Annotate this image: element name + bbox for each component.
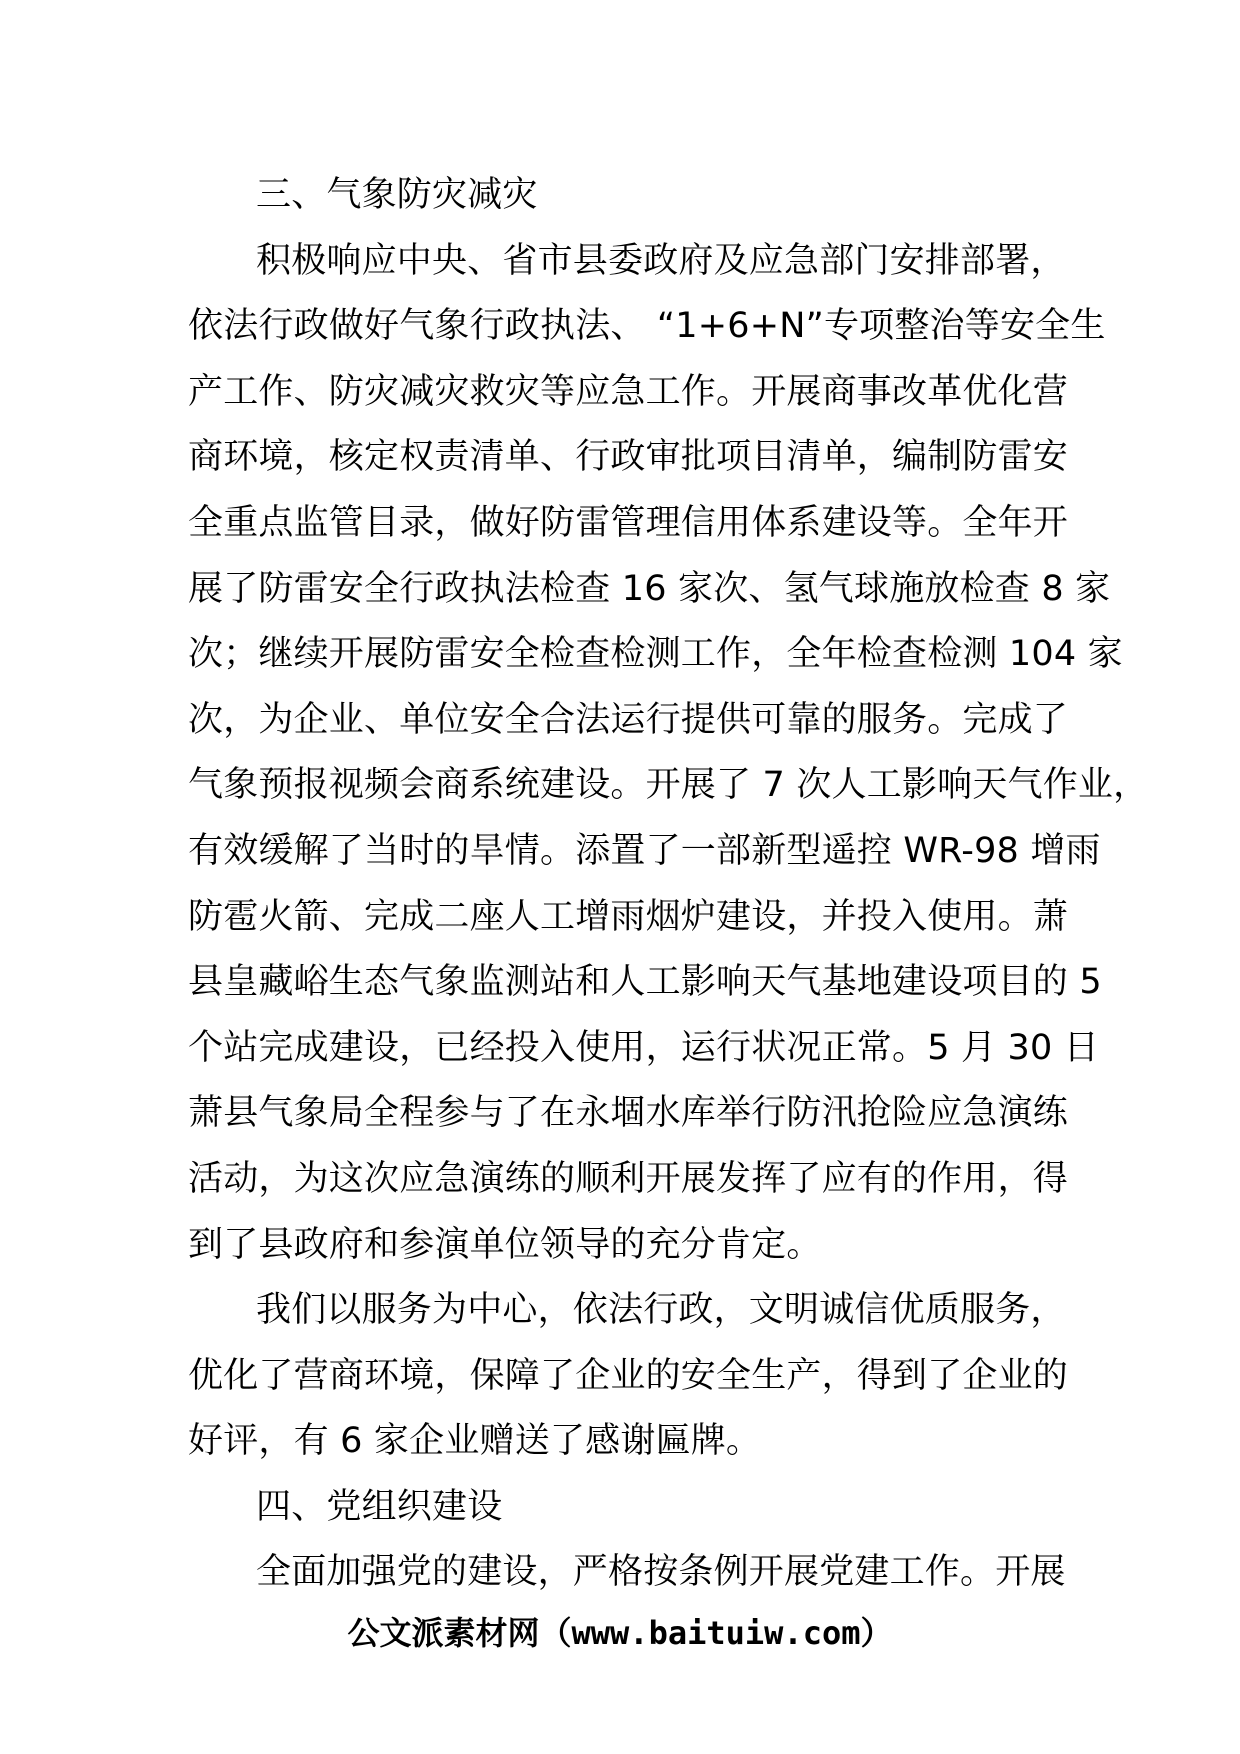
- paragraph-line: 优化了营商环境，保障了企业的安全生产，得到了企业的: [188, 1355, 1069, 1396]
- paragraph-line: 次；继续开展防雷安全检查检测工作，全年检查检测 104 家: [188, 634, 1123, 675]
- paragraph-line: 好评，有 6 家企业赠送了感谢匾牌。: [188, 1421, 762, 1462]
- footer-site-url: （www.baituiw.com）: [539, 1614, 893, 1652]
- paragraph-line: 县皇藏峪生态气象监测站和人工影响天气基地建设项目的 5: [188, 962, 1102, 1003]
- paragraph-line: 次，为企业、单位安全合法运行提供可靠的服务。完成了: [188, 699, 1069, 740]
- paragraph-line: 萧县气象局全程参与了在永堌水库举行防汛抢险应急演练: [188, 1093, 1069, 1134]
- paragraph-line: 活动，为这次应急演练的顺利开展发挥了应有的作用，得: [188, 1158, 1069, 1199]
- paragraph-line: 我们以服务为中心，依法行政，文明诚信优质服务，: [256, 1290, 1066, 1331]
- paragraph-line: 气象预报视频会商系统建设。开展了 7 次人工影响天气作业，: [188, 765, 1149, 806]
- paragraph-line: 全面加强党的建设，严格按条例开展党建工作。开展: [256, 1552, 1066, 1593]
- paragraph-line: 商环境，核定权责清单、行政审批项目清单，编制防雷安: [188, 437, 1069, 478]
- section-heading-party-building: 四、党组织建设: [256, 1486, 503, 1527]
- paragraph-line: 全重点监管目录，做好防雷管理信用体系建设等。全年开: [188, 502, 1069, 543]
- footer-watermark: [0, 1611, 1240, 1655]
- paragraph-line: 个站完成建设，已经投入使用，运行状况正常。5 月 30 日: [188, 1027, 1099, 1068]
- paragraph-line: 积极响应中央、省市县委政府及应急部门安排部署，: [256, 240, 1066, 281]
- paragraph-line: 到了县政府和参演单位领导的充分肯定。: [188, 1224, 822, 1265]
- paragraph-line: 展了防雷安全行政执法检查 16 家次、氢气球施放检查 8 家: [188, 568, 1111, 609]
- paragraph-line: 依法行政做好气象行政执法、 “1+6+N”专项整治等安全生: [188, 306, 1106, 347]
- document-body: [188, 163, 1149, 1606]
- paragraph-line: 产工作、防灾减灾救灾等应急工作。开展商事改革优化营: [188, 371, 1069, 412]
- section-heading-weather-disaster: 三、气象防灾减灾: [256, 175, 538, 215]
- paragraph-line: 防雹火箭、完成二座人工增雨烟炉建设，并投入使用。萧: [188, 896, 1069, 937]
- footer-site-name: 公文派素材网: [347, 1614, 540, 1652]
- paragraph-line: 有效缓解了当时的旱情。添置了一部新型遥控 WR-98 增雨: [188, 830, 1101, 871]
